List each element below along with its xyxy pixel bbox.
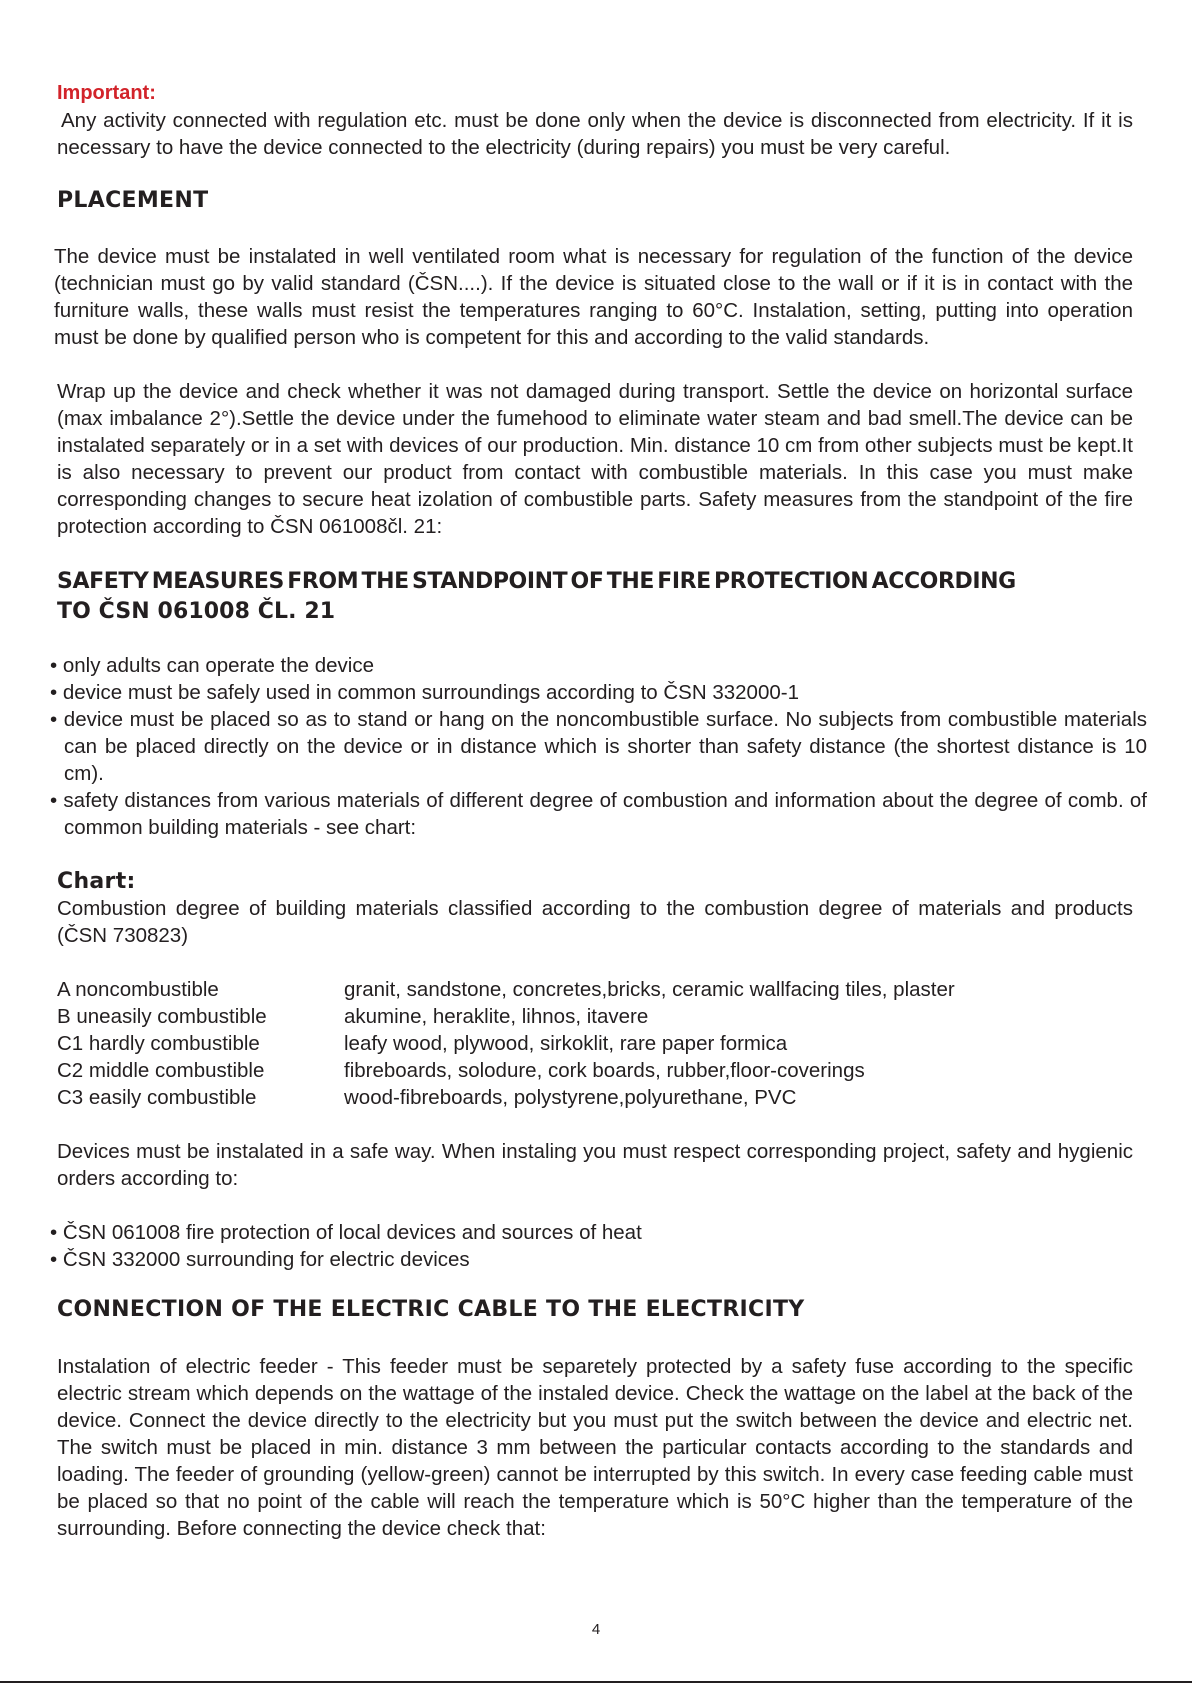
materials-list: granit, sandstone, concretes,bricks, ceramic wallfacing tiles, plaster xyxy=(344,978,955,1001)
materials-list: wood-fibreboards, polystyrene,polyurethane, PVC xyxy=(344,1086,797,1109)
combustion-degree-table xyxy=(57,976,955,1111)
table-row xyxy=(57,1003,955,1030)
table-row xyxy=(57,976,955,1003)
placement-heading: PLACEMENT xyxy=(57,188,209,213)
installation-note: Devices must be instalated in a safe way. When instaling you must respect corresponding project, safety and hygienic orders according to: xyxy=(57,1140,1133,1190)
combustion-degree: A noncombustible xyxy=(57,978,219,1001)
chart-heading: Chart: xyxy=(57,869,136,894)
combustion-degree: C3 easily combustible xyxy=(57,1086,257,1109)
page-number: 4 xyxy=(591,1621,601,1638)
chart-intro: Combustion degree of building materials classified according to the combustion degree of materials and products (ČSN 730823) xyxy=(57,897,1133,947)
table-row xyxy=(57,1057,955,1084)
connection-heading: CONNECTION OF THE ELECTRIC CABLE TO THE ELECTRICITY xyxy=(57,1297,805,1322)
safety-heading-line-2: TO ČSN 061008 ČL. 21 xyxy=(57,599,336,624)
placement-paragraph-1: The device must be instalated in well ventilated room what is necessary for regulation of the function of the device (technician must go by valid standard (ČSN....). If the device is situated close to the wall or if it is in contact with the furniture walls, these walls must resist the temperatures ranging to 60°C. Instalation, setting, putting into operation must be done by qualified person who is competent for this and according to the valid standards. xyxy=(54,245,1133,349)
safety-bullet: • only adults can operate the device xyxy=(50,654,374,677)
safety-bullet: • safety distances from various materials of different degree of combustion and information about the degree of comb. of common building materials - see chart: xyxy=(50,789,1147,839)
materials-list: fibreboards, solodure, cork boards, rubber,floor-coverings xyxy=(344,1059,865,1082)
standard-bullet: • ČSN 332000 surrounding for electric devices xyxy=(50,1248,470,1271)
important-text: Any activity connected with regulation etc. must be done only when the device is disconnected from electricity. If it is necessary to have the device connected to the electricity (during repairs) you must be very careful. xyxy=(57,109,1133,159)
placement-paragraph-2: Wrap up the device and check whether it was not damaged during transport. Settle the device on horizontal surface (max imbalance 2°).Settle the device under the fumehood to eliminate water steam and bad smell.The device can be instalated separately or in a set with devices of our production. Min. distance 10 cm from other subjects must be kept.It is also necessary to prevent our product from contact with combustible materials. In this case you must make corresponding changes to secure heat izolation of combustible parts. Safety measures from the standpoint of the fire protection according to ČSN 061008čl. 21: xyxy=(57,380,1133,538)
table-row xyxy=(57,1030,955,1057)
safety-bullet: • device must be safely used in common surroundings according to ČSN 332000-1 xyxy=(50,681,799,704)
materials-list: akumine, heraklite, lihnos, itavere xyxy=(344,1005,649,1028)
combustion-degree: B uneasily combustible xyxy=(57,1005,267,1028)
connection-text: Instalation of electric feeder - This feeder must be separetely protected by a safety fuse according to the specific electric stream which depends on the wattage of the instaled device. Check the wattage on the label at the back of the device. Connect the device directly to the electricity but you must put the switch between the device and electric net. The switch must be placed in min. distance 3 mm between the particular contacts according to the standards and loading. The feeder of grounding (yellow-green) cannot be interrupted by this switch. In every case feeding cable must be placed so that no point of the cable will reach the temperature which is 50°C higher than the temperature of the surrounding. Before connecting the device check that: xyxy=(57,1355,1133,1540)
table-row xyxy=(57,1084,955,1111)
bottom-divider xyxy=(0,1681,1192,1683)
standard-bullet: • ČSN 061008 fire protection of local devices and sources of heat xyxy=(50,1221,642,1244)
safety-heading-line-1: SAFETY MEASURES FROM THE STANDPOINT OF THE FIRE PROTECTION ACCORDING xyxy=(57,569,1016,594)
combustion-degree: C2 middle combustible xyxy=(57,1059,265,1082)
combustion-degree: C1 hardly combustible xyxy=(57,1032,260,1055)
important-label: Important: xyxy=(57,82,156,104)
materials-list: leafy wood, plywood, sirkoklit, rare paper formica xyxy=(344,1032,788,1055)
safety-bullet: • device must be placed so as to stand or hang on the noncombustible surface. No subjects from combustible materials can be placed directly on the device or in distance which is shorter than safety distance (the shortest distance is 10 cm). xyxy=(50,708,1147,785)
